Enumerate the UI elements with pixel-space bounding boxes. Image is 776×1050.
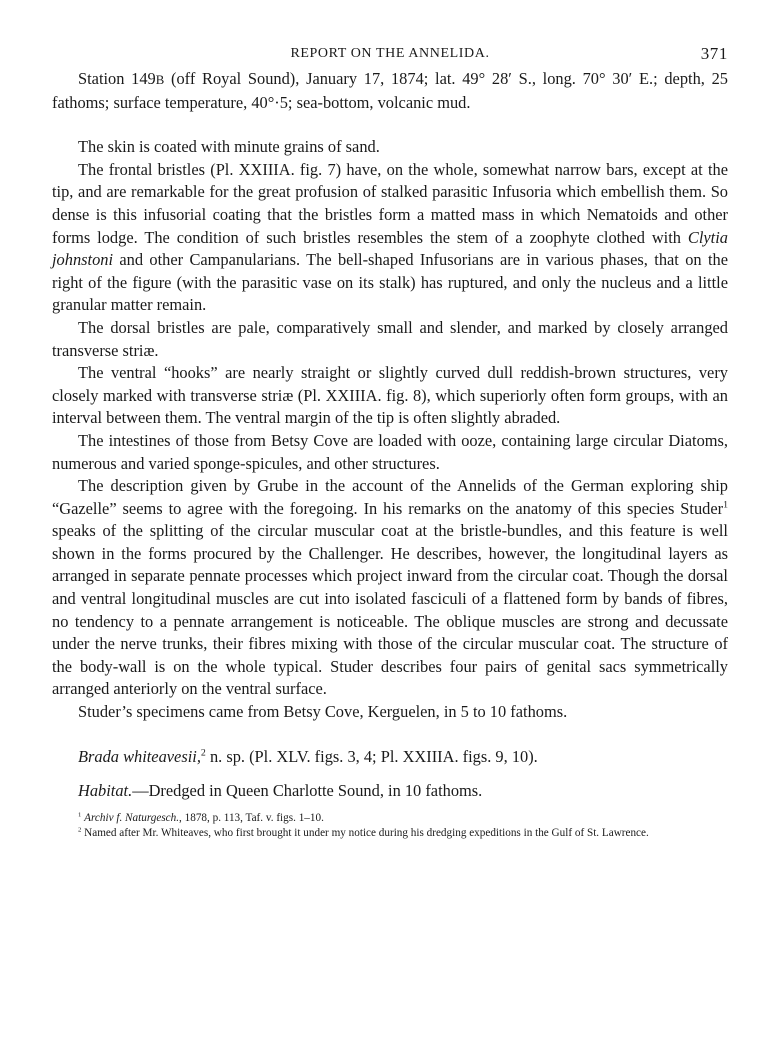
- station-paragraph: [52, 68, 728, 114]
- paragraph-skin: The skin is coated with minute grains of sand.: [78, 137, 380, 157]
- footnote-1-journal: Archiv f. Naturgesch.: [84, 811, 180, 824]
- footnote-2: [52, 826, 728, 842]
- paragraph-frontal-bristles: [52, 159, 728, 317]
- paragraph-specimens: Studer’s specimens came from Betsy Cove, Kerguelen, in 5 to 10 fathoms.: [78, 702, 568, 722]
- station-text-a: Station 149: [78, 69, 156, 88]
- paragraph-intestines: The intestines of those from Betsy Cove are loaded with ooze, containing large circular Diatoms, numerous and varied sponge-spicules, and other structures.: [52, 430, 728, 473]
- running-head: [52, 44, 728, 68]
- footnote-2-mark: 2: [78, 826, 82, 834]
- footnote-ref-2: 2: [200, 747, 206, 759]
- footnote-2-text: Named after Mr. Whiteaves, who first brought it under my notice during his dredging expeditions in the Gulf of St. Lawrence.: [84, 827, 649, 840]
- footnotes: [52, 811, 728, 842]
- species-italic-clytia: Clytia johnstoni: [52, 227, 728, 270]
- page-number: 371: [700, 44, 728, 63]
- paragraph-description-b: speaks of the splitting of the circular muscular coat at the bristle-bundles, and this feature is well shown in the forms procured by the Challenger. He describes, however, the longitudinal layers as arranged in separate pennate processes which project inward from the circular coat. Though the dorsal and ventral longitudinal muscles are cut into isolated fasciculi of a flattened form by bands of fibres, no tendency to a pennate arrangement is noticeable. The oblique muscles are strong and decussate under the nerve trunks, their fibres mixing with those of the circular muscular coat. The structure of the body-wall is on the whole typical. Studer describes four pairs of genital sacs symmetrically arranged anteriorly on the ventral surface.: [52, 521, 728, 699]
- species-name: Brada whiteavesii,: [78, 746, 201, 766]
- habitat-label: Habitat.: [78, 781, 133, 801]
- paragraph-ventral-hooks: The ventral “hooks” are nearly straight or slightly curved dull reddish-brown structures, very closely marked with transverse striæ (Pl. XXIIIA. fig. 8), which superiorly often form groups, with an interval between them. The ventral margin of the tip is often slightly abraded.: [52, 363, 728, 428]
- paragraph-description-a: The description given by Grube in the account of the Annelids of the German exploring ship “Gazelle” seems to agree with the foregoing. In his remarks on the anatomy of this species Studer: [52, 476, 728, 518]
- species-heading: [52, 746, 728, 769]
- paragraph-description: [52, 475, 728, 701]
- footnote-ref-1: 1: [723, 499, 728, 511]
- footnote-1: [52, 811, 728, 827]
- body-text: [52, 68, 728, 803]
- paragraph-frontal-bristles-b: and other Campanularians. The bell-shaped Infusorians are in various phases, that on the right of the figure (with the parasitic vase on its stalk) has ruptured, and only the nucleus and a little granular matter remain.: [52, 250, 728, 315]
- station-text-c: (off Royal Sound), January 17, 1874; lat. 49° 28′ S., long. 70° 30′ E.; depth, 25 fathoms; surface temperature, 40°·5; sea-bottom, volcanic mud.: [52, 69, 728, 112]
- species-rest: n. sp. (Pl. XLV. figs. 3, 4; Pl. XXIIIA. figs. 9, 10).: [205, 746, 538, 766]
- footnote-1-text: , 1878, p. 113, Taf. v. figs. 1–10.: [179, 811, 324, 824]
- habitat-text: —Dredged in Queen Charlotte Sound, in 10 fathoms.: [132, 781, 483, 801]
- footnote-1-mark: 1: [78, 811, 82, 819]
- document-page: [52, 44, 728, 842]
- running-title: REPORT ON THE ANNELIDA.: [290, 46, 490, 61]
- paragraph-frontal-bristles-a: The frontal bristles (Pl. XXIIIA. fig. 7) have, on the whole, somewhat narrow bars, except at the tip, and are remarkable for the great profusion of stalked parasitic Infusoria which embellish them. So dense is this infusorial coating that the bristles form a matted mass in which Nematoids and other forms lodge. The condition of such bristles resembles the stem of a zoophyte clothed with: [52, 159, 728, 247]
- paragraph-dorsal-bristles: The dorsal bristles are pale, comparatively small and slender, and marked by closely arranged transverse striæ.: [52, 317, 728, 360]
- station-suffix: B: [155, 73, 165, 87]
- habitat-line: [52, 780, 728, 803]
